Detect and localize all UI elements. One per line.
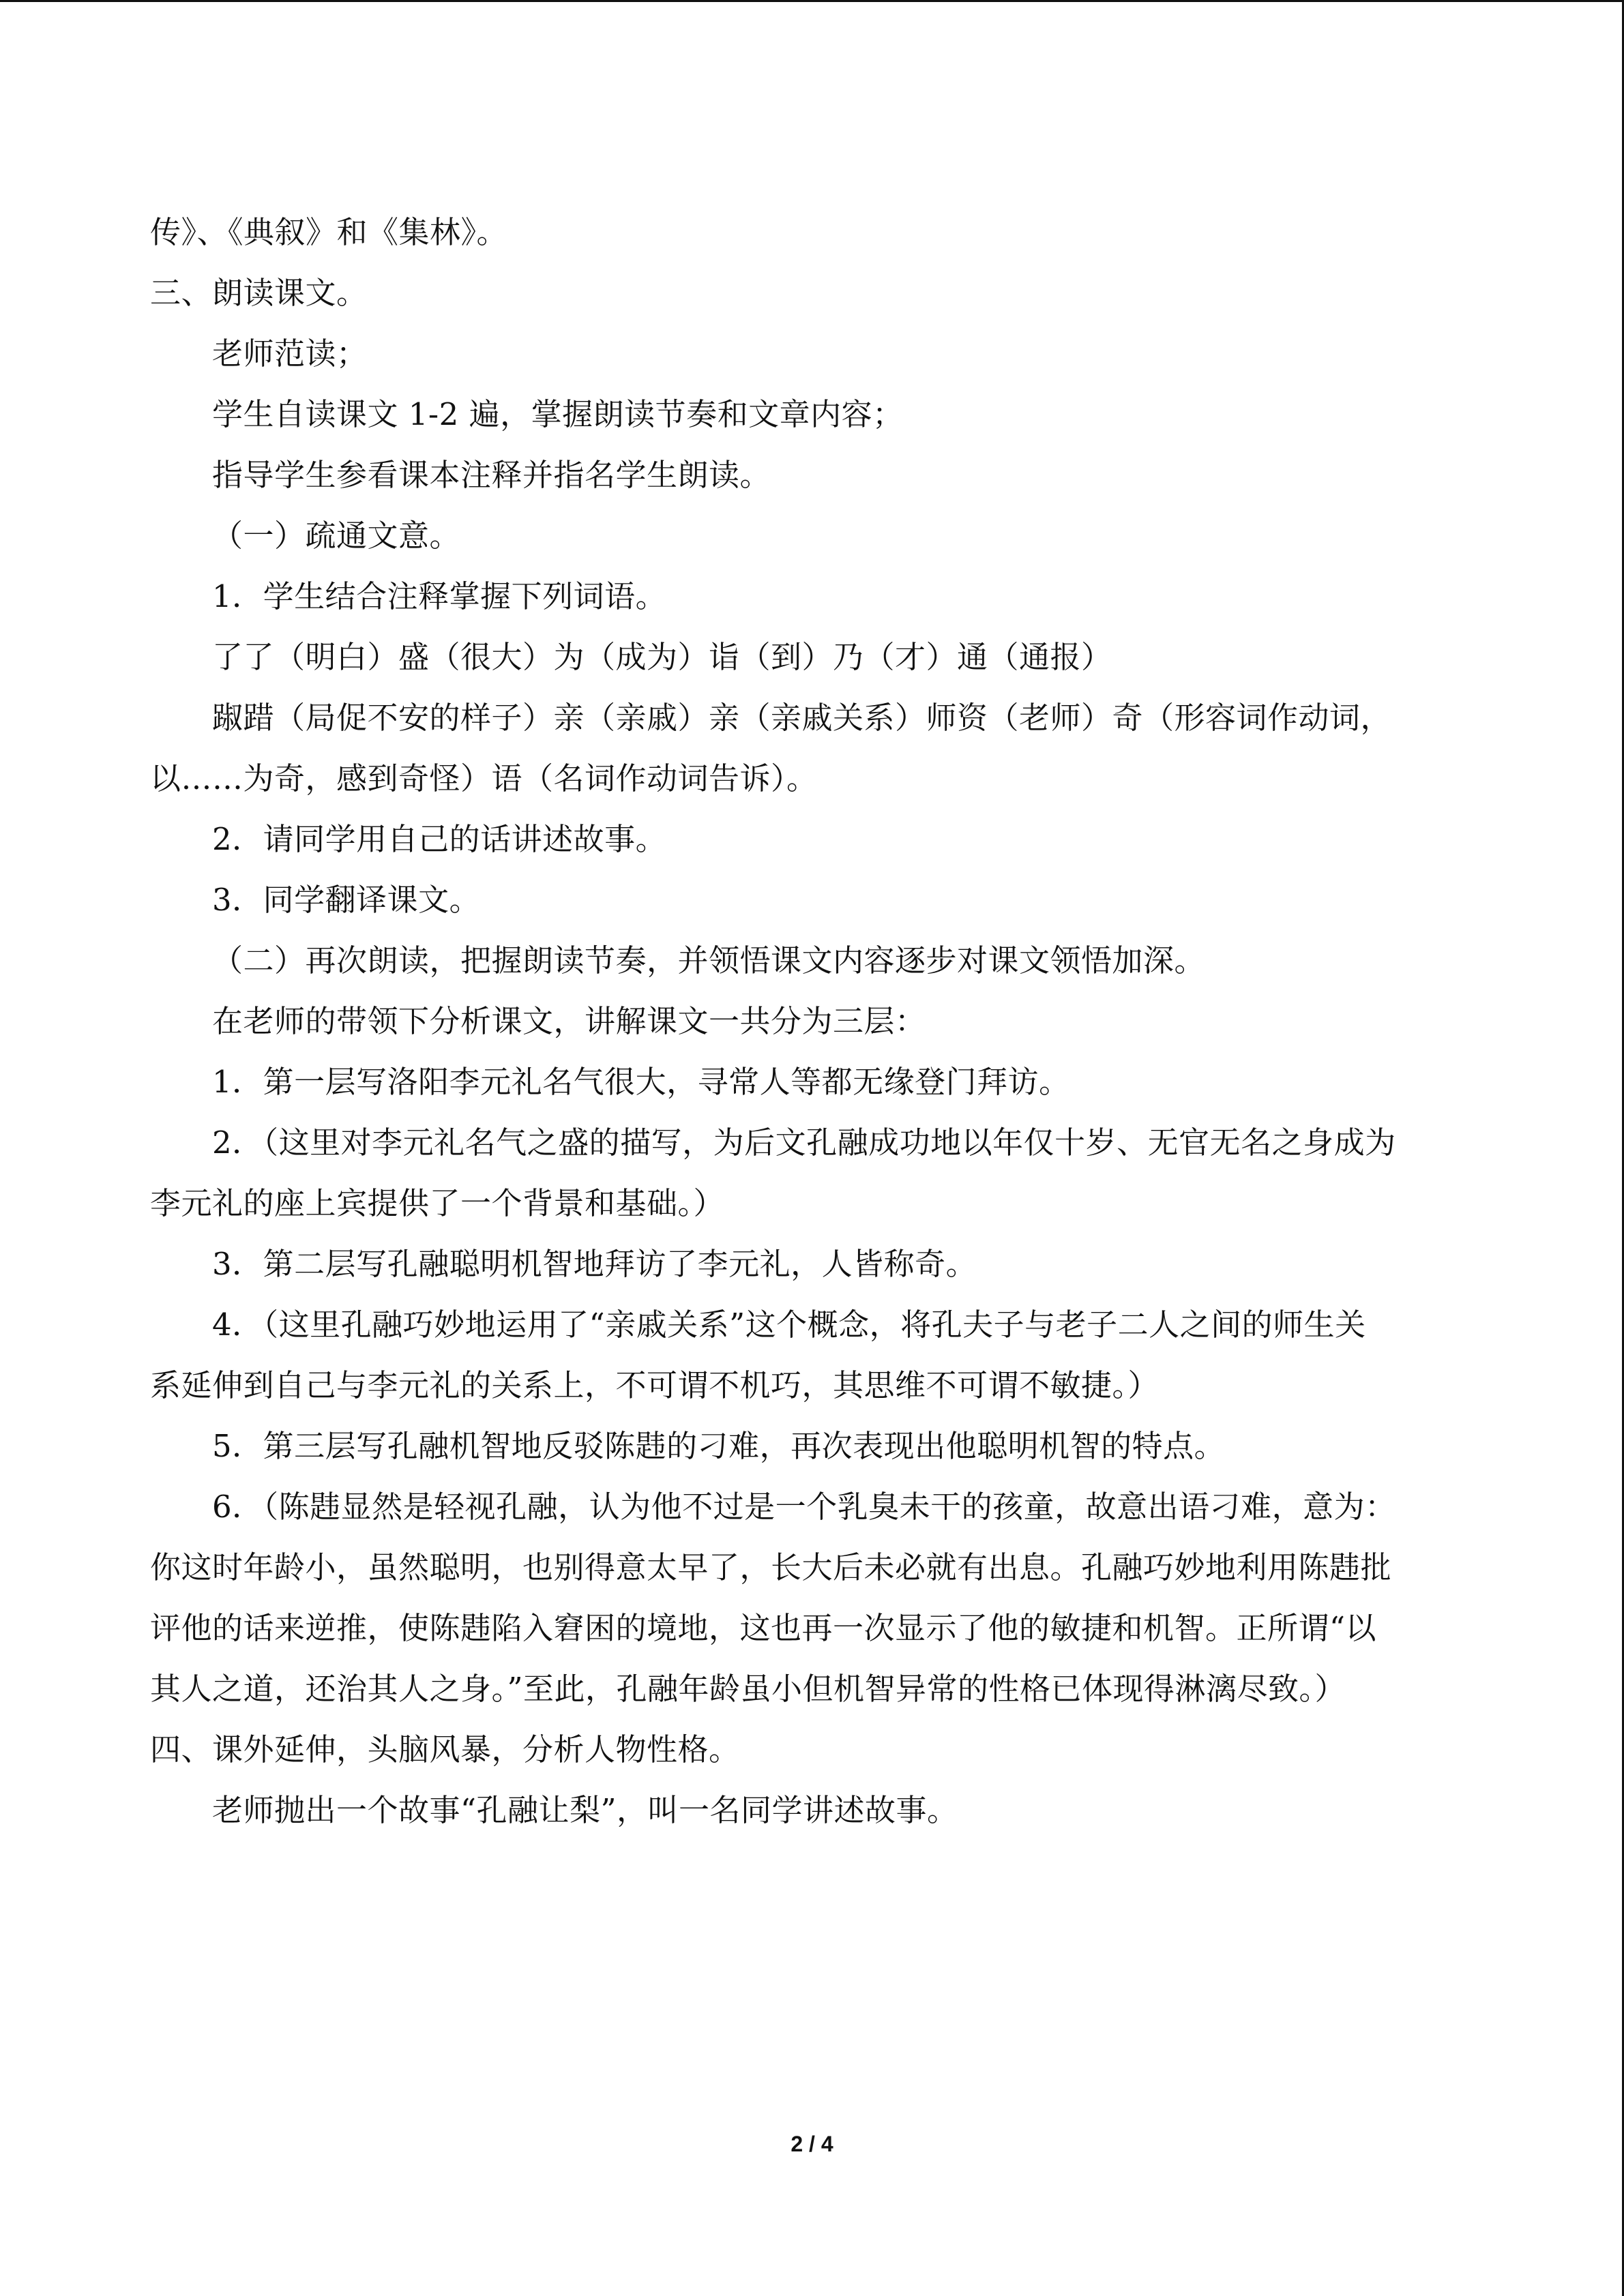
list-item: 1．第一层写洛阳李元礼名气很大，寻常人等都无缘登门拜访。 xyxy=(212,1064,1070,1100)
list-item: 5．第三层写孔融机智地反驳陈韪的刁难，再次表现出他聪明机智的特点。 xyxy=(212,1428,1226,1464)
text-line: 老师范读； xyxy=(212,336,368,372)
vocabulary-line: 踧踖（局促不安的样子）亲（亲戚）亲（亲戚关系）师资（老师）奇（形容词作动词， xyxy=(212,700,1392,736)
list-item: 6．（陈韪显然是轻视孔融，认为他不过是一个乳臭未干的孩童，故意出语刁难，意为： xyxy=(212,1489,1396,1525)
document-body xyxy=(150,202,1458,1840)
text-line: 指导学生参看课本注释并指名学生朗读。 xyxy=(212,457,771,493)
section-heading: 四、课外延伸，头脑风暴，分析人物性格。 xyxy=(150,1731,740,1768)
section-heading: 三、朗读课文。 xyxy=(150,275,368,311)
text-line: 在老师的带领下分析课文，讲解课文一共分为三层： xyxy=(212,1003,926,1039)
text-line: 你这时年龄小，虽然聪明，也别得意太早了，长大后未必就有出息。孔融巧妙地利用陈韪批 xyxy=(150,1549,1392,1585)
vocabulary-line: 以……为奇，感到奇怪）语（名词作动词告诉）。 xyxy=(150,760,818,796)
list-item: 1．学生结合注释掌握下列词语。 xyxy=(212,578,667,614)
subsection-heading: （二）再次朗读，把握朗读节奏，并领悟课文内容逐步对课文领悟加深。 xyxy=(212,942,1206,979)
list-item: 2．请同学用自己的话讲述故事。 xyxy=(212,821,667,857)
text-line: 系延伸到自己与李元礼的关系上，不可谓不机巧，其思维不可谓不敏捷。） xyxy=(150,1367,1160,1403)
page-top-border xyxy=(0,0,1624,2)
list-item: 4．（这里孔融巧妙地运用了“亲戚关系”这个概念，将孔夫子与老子二人之间的师生关 xyxy=(212,1307,1366,1343)
text-line: 老师抛出一个故事“孔融让梨”，叫一名同学讲述故事。 xyxy=(212,1792,958,1828)
vocabulary-line: 了了（明白）盛（很大）为（成为）诣（到）乃（才）通（通报） xyxy=(212,639,1112,675)
text-line: 学生自读课文 1-2 遍，掌握朗读节奏和文章内容； xyxy=(212,396,904,432)
text-line: 李元礼的座上宾提供了一个背景和基础。） xyxy=(150,1185,725,1221)
text-line: 评他的话来逆推，使陈韪陷入窘困的境地，这也再一次显示了他的敏捷和机智。正所谓“以 xyxy=(150,1610,1377,1646)
list-item: 3．同学翻译课文。 xyxy=(212,882,481,918)
page-number: 2 / 4 xyxy=(791,2132,833,2156)
list-item: 2．（这里对李元礼名气之盛的描写，为后文孔融成功地以年仅十岁、无官无名之身成为 xyxy=(212,1124,1396,1161)
subsection-heading: （一）疏通文意。 xyxy=(212,518,461,554)
text-line: 传》、《典叙》和《集林》。 xyxy=(150,214,508,250)
text-line: 其人之道，还治其人之身。”至此，孔融年龄虽小但机智异常的性格已体现得淋漓尽致。） xyxy=(150,1671,1346,1707)
list-item: 3．第二层写孔融聪明机智地拜访了李元礼，人皆称奇。 xyxy=(212,1246,977,1282)
